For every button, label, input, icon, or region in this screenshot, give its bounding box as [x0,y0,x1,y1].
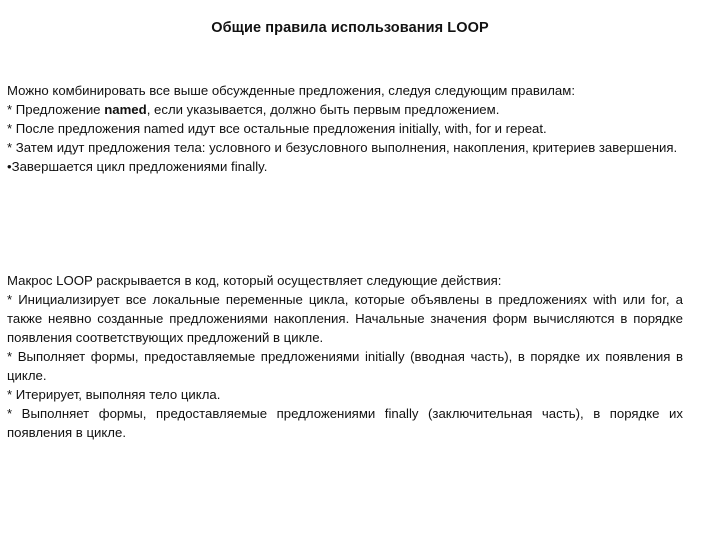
rule-body-clauses: * Затем идут предложения тела: условного и безусловного выполнения, накопления, критериев завершения. [7,140,678,155]
rule-named-prefix: * Предложение [7,102,105,117]
rules-intro: Можно комбинировать все выше обсужденные предложения, следуя следующим правилам: [7,83,575,98]
named-keyword: named [104,102,147,117]
step-finally: * Выполняет формы, предоставляемые предложениями finally (заключительная часть), в порядке их появления в цикле. [7,406,683,440]
rule-finally: •Завершается цикл предложениями finally. [7,159,268,174]
rule-named-suffix: , если указывается, должно быть первым предложением. [146,102,500,117]
combination-rules-section [7,81,683,176]
loop-expansion-section [7,271,683,442]
rule-named-first [7,100,683,119]
expansion-intro: Макрос LOOP раскрывается в код, который осуществляет следующие действия: [7,273,502,288]
rule-after-named: * После предложения named идут все остальные предложения initially, with, for и repeat. [7,121,547,136]
page-title: Общие правила использования LOOP [211,20,489,36]
step-initialize: * Инициализирует все локальные переменные цикла, которые объявлены в предложениях with или for, а также неявно созданные предложениями накопления. Начальные значения форм вычисляются в порядке появления соответствующих предложений в цикле. [7,292,683,345]
step-initially: * Выполняет формы, предоставляемые предложениями initially (вводная часть), в порядке их появления в цикле. [7,349,683,383]
step-iterate: * Итерирует, выполняя тело цикла. [7,387,221,402]
